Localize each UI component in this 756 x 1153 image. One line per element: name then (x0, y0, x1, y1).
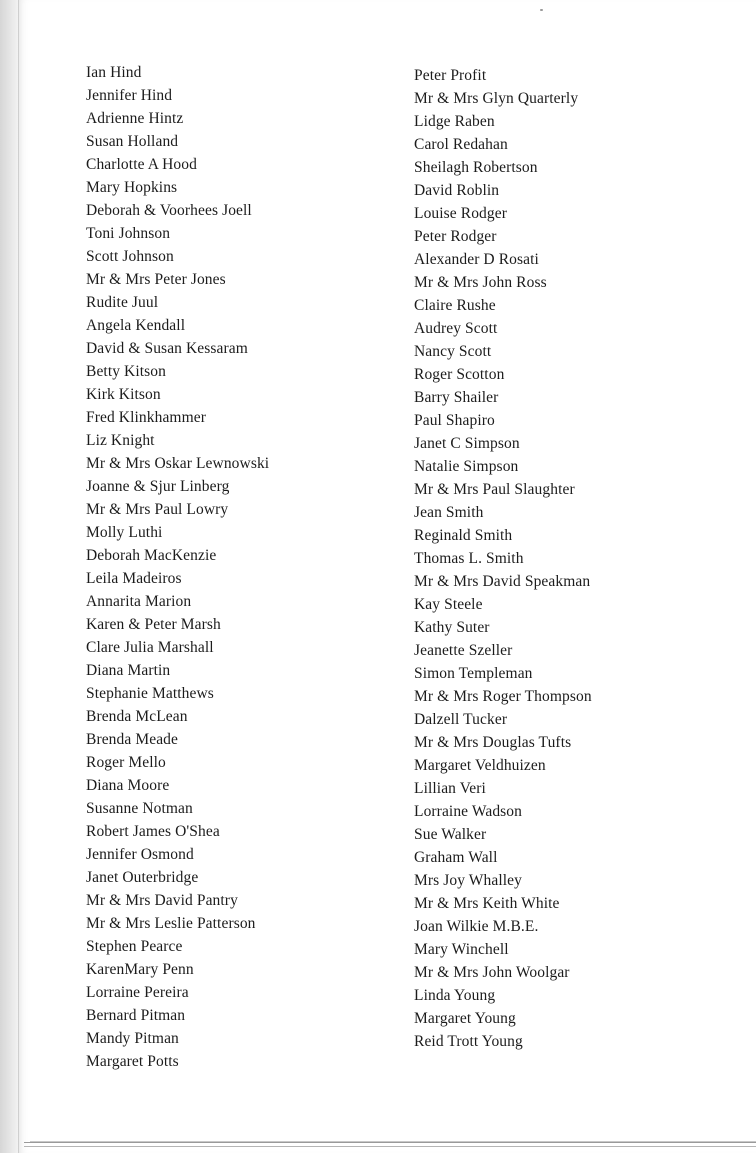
name-entry: Fred Klinkhammer (86, 409, 206, 426)
name-entry: Bernard Pitman (86, 1007, 186, 1024)
name-entry: Louise Rodger (414, 205, 507, 222)
name-entry: Deborah & Voorhees Joell (86, 202, 252, 219)
name-entry: Barry Shailer (414, 389, 499, 406)
name-entry: Jennifer Osmond (86, 846, 194, 863)
name-entry: Liz Knight (86, 432, 155, 449)
name-entry: Leila Madeiros (86, 570, 182, 587)
name-entry: Mr & Mrs David Pantry (86, 892, 238, 909)
name-entry: Susanne Notman (86, 800, 193, 817)
name-entry: Ian Hind (86, 64, 142, 81)
name-entry: Linda Young (414, 987, 496, 1004)
book-spine-shadow (0, 0, 18, 1153)
name-entry: Nancy Scott (414, 343, 492, 360)
name-entry: Mary Winchell (414, 941, 509, 958)
name-entry: Lidge Raben (414, 113, 495, 130)
name-entry: Dalzell Tucker (414, 711, 508, 728)
name-entry: Charlotte A Hood (86, 156, 197, 173)
name-entry: Mr & Mrs Leslie Patterson (86, 915, 256, 932)
name-entry: Mr & Mrs Glyn Quarterly (414, 90, 579, 107)
name-entry: David Roblin (414, 182, 500, 199)
paper-speck (540, 9, 543, 11)
name-entry: Sheilagh Robertson (414, 159, 538, 176)
name-entry: Audrey Scott (414, 320, 498, 337)
name-entry: Mr & Mrs Oskar Lewnowski (86, 455, 270, 472)
name-entry: Joan Wilkie M.B.E. (414, 918, 539, 935)
name-entry: Kay Steele (414, 596, 483, 613)
name-entry: Claire Rushe (414, 297, 496, 314)
name-entry: Janet Outerbridge (86, 869, 199, 886)
name-entry: Natalie Simpson (414, 458, 519, 475)
name-entry: Roger Scotton (414, 366, 505, 383)
name-entry: Mr & Mrs John Ross (414, 274, 547, 291)
name-entry: Margaret Young (414, 1010, 516, 1027)
name-entry: Carol Redahan (414, 136, 508, 153)
name-entry: Mr & Mrs Keith White (414, 895, 560, 912)
name-entry: Alexander D Rosati (414, 251, 539, 268)
name-entry: Mr & Mrs Paul Slaughter (414, 481, 575, 498)
name-entry: Stephanie Matthews (86, 685, 214, 702)
name-entry: Diana Martin (86, 662, 171, 679)
page-gutter-line (18, 0, 19, 1153)
name-entry: Annarita Marion (86, 593, 192, 610)
name-entry: Clare Julia Marshall (86, 639, 214, 656)
name-entry: Paul Shapiro (414, 412, 495, 429)
name-entry: Thomas L. Smith (414, 550, 524, 567)
name-entry: Reid Trott Young (414, 1033, 523, 1050)
name-entry: David & Susan Kessaram (86, 340, 248, 357)
name-entry: Reginald Smith (414, 527, 513, 544)
name-entry: Betty Kitson (86, 363, 166, 380)
name-entry: Roger Mello (86, 754, 166, 771)
name-entry: Janet C Simpson (414, 435, 520, 452)
name-entry: Mr & Mrs Douglas Tufts (414, 734, 572, 751)
name-entry: Scott Johnson (86, 248, 174, 265)
name-entry: Robert James O'Shea (86, 823, 220, 840)
name-entry: Karen & Peter Marsh (86, 616, 221, 633)
name-entry: Toni Johnson (86, 225, 171, 242)
name-entry: Sue Walker (414, 826, 487, 843)
name-entry: Lillian Veri (414, 780, 486, 797)
name-entry: Brenda McLean (86, 708, 188, 725)
name-entry: Margaret Potts (86, 1053, 179, 1070)
name-entry: Graham Wall (414, 849, 498, 866)
name-entry: Mr & Mrs David Speakman (414, 573, 591, 590)
name-entry: Mr & Mrs John Woolgar (414, 964, 570, 981)
name-entry: Simon Templeman (414, 665, 533, 682)
page-bottom-edge (24, 1142, 756, 1147)
name-entry: Lorraine Wadson (414, 803, 523, 820)
name-entry: Brenda Meade (86, 731, 179, 748)
name-entry: Peter Profit (414, 67, 487, 84)
name-entry: Mary Hopkins (86, 179, 178, 196)
name-entry: Mandy Pitman (86, 1030, 179, 1047)
names-column-right (414, 64, 592, 1053)
name-entry: Joanne & Sjur Linberg (86, 478, 230, 495)
name-entry: Mr & Mrs Peter Jones (86, 271, 226, 288)
name-entry: Rudite Juul (86, 294, 159, 311)
name-entry: Deborah MacKenzie (86, 547, 217, 564)
name-entry: Mr & Mrs Paul Lowry (86, 501, 229, 518)
name-entry: Molly Luthi (86, 524, 163, 541)
name-entry: Adrienne Hintz (86, 110, 184, 127)
name-entry: Jeanette Szeller (414, 642, 513, 659)
name-entry: Susan Holland (86, 133, 179, 150)
name-entry: Kirk Kitson (86, 386, 161, 403)
name-entry: Jean Smith (414, 504, 484, 521)
names-column-left (86, 61, 269, 1073)
name-entry: Mrs Joy Whalley (414, 872, 522, 889)
name-entry: Jennifer Hind (86, 87, 173, 104)
name-entry: Mr & Mrs Roger Thompson (414, 688, 592, 705)
name-entry: Peter Rodger (414, 228, 497, 245)
name-entry: Stephen Pearce (86, 938, 183, 955)
name-entry: Diana Moore (86, 777, 170, 794)
name-entry: Margaret Veldhuizen (414, 757, 546, 774)
name-entry: Angela Kendall (86, 317, 186, 334)
name-entry: KarenMary Penn (86, 961, 194, 978)
name-entry: Lorraine Pereira (86, 984, 189, 1001)
name-entry: Kathy Suter (414, 619, 490, 636)
